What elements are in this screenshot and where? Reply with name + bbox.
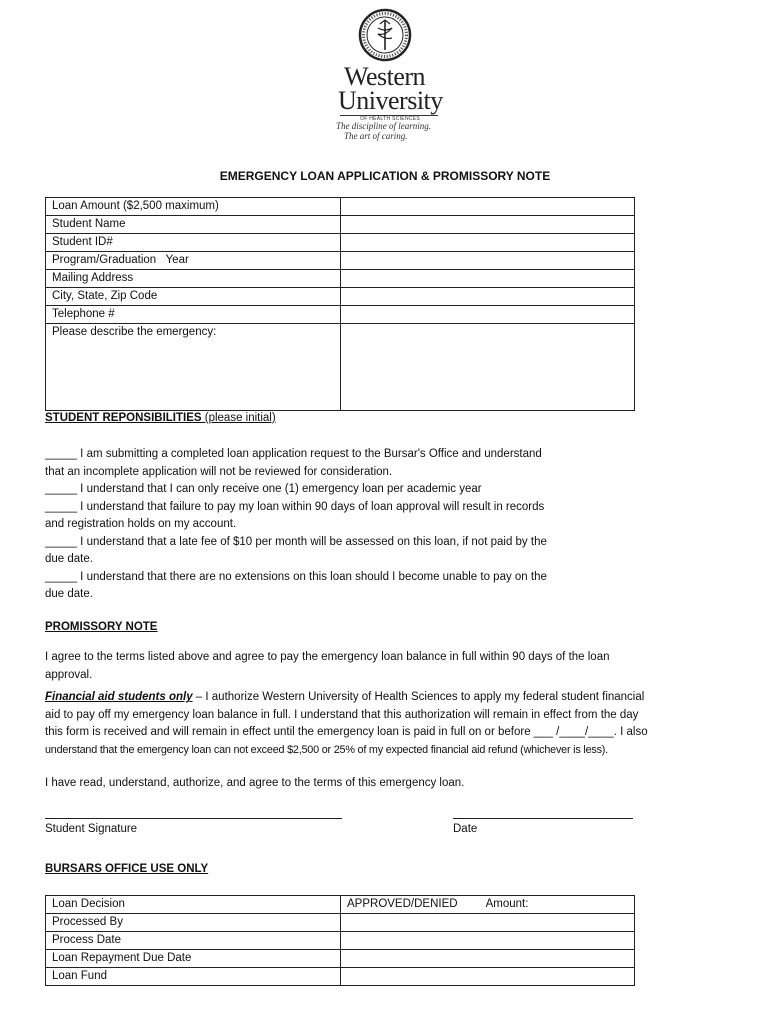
logo-tagline-2: The art of caring. [344, 131, 408, 141]
logo-wordmark-line1: Western [344, 62, 426, 91]
program-year-field[interactable] [341, 252, 635, 270]
responsibilities-heading-text: STUDENT REPONSIBILITIES [45, 412, 202, 424]
promissory-agreement [45, 649, 725, 684]
field-label: Telephone # [46, 306, 341, 324]
table-row [46, 896, 635, 914]
list-item: that an incomplete application will not be reviewed for consideration. [45, 465, 393, 478]
agreement-line: approval. [45, 668, 93, 681]
list-item: _____ I understand that there are no extensions on this loan should I become unable to pay on the [45, 570, 547, 583]
list-item: _____ I am submitting a completed loan application request to the Bursar's Office and understand [45, 448, 542, 460]
mailing-address-field[interactable] [341, 270, 635, 288]
amount-label: Amount: [485, 898, 529, 910]
list-item: and registration holds on my account. [45, 518, 237, 530]
university-seal-icon [300, 8, 470, 68]
table-row [46, 288, 635, 306]
logo-subtitle: OF HEALTH SCIENCES [360, 116, 421, 122]
field-label: Please describe the emergency: [46, 324, 341, 411]
loan-fund-field[interactable] [341, 968, 635, 986]
process-date-field[interactable] [341, 932, 635, 950]
loan-decision-cell[interactable] [341, 896, 635, 914]
telephone-field[interactable] [341, 306, 635, 324]
office-field-label: Processed By [46, 914, 341, 932]
decision-value: APPROVED/DENIED [347, 898, 458, 910]
responsibilities-list [45, 446, 725, 604]
financial-aid-text: aid to pay off my emergency loan balance in full. I understand that this authorization will remain in effect from the day [45, 708, 639, 721]
office-use-table [45, 895, 635, 986]
table-row [46, 932, 635, 950]
office-field-label: Process Date [46, 932, 341, 950]
emergency-description-field[interactable] [341, 324, 635, 411]
table-row [46, 198, 635, 216]
office-field-label: Loan Repayment Due Date [46, 950, 341, 968]
financial-aid-text: this form is received and will remain in effect until the emergency loan is paid in full on or before ___ /____/____. I also [45, 726, 648, 738]
list-item: due date. [45, 588, 93, 600]
table-row [46, 306, 635, 324]
document-title: EMERGENCY LOAN APPLICATION & PROMISSORY NOTE [219, 169, 551, 183]
field-label: Student ID# [46, 234, 341, 252]
city-state-zip-field[interactable] [341, 288, 635, 306]
university-logo [300, 8, 470, 146]
applicant-info-table [45, 197, 635, 411]
table-row [46, 324, 635, 411]
list-item: _____ I understand that a late fee of $10 per month will be assessed on this loan, if not paid by the [45, 535, 547, 548]
list-item: _____ I understand that I can only receive one (1) emergency loan per academic year [45, 483, 482, 495]
table-row [46, 234, 635, 252]
table-row [46, 968, 635, 986]
final-agreement: I have read, understand, authorize, and agree to the terms of this emergency loan. [45, 777, 465, 789]
financial-aid-authorization [45, 689, 725, 759]
table-row [46, 216, 635, 234]
list-item: due date. [45, 553, 93, 565]
logo-wordmark-line2: University [338, 86, 443, 115]
field-label: Program/Graduation Year [46, 252, 341, 270]
responsibilities-heading-note: (please initial) [201, 412, 276, 424]
student-name-field[interactable] [341, 216, 635, 234]
promissory-heading: PROMISSORY NOTE [45, 621, 158, 633]
table-row [46, 950, 635, 968]
table-row [46, 914, 635, 932]
office-field-label: Loan Fund [46, 968, 341, 986]
office-use-heading: BURSARS OFFICE USE ONLY [45, 863, 209, 875]
student-signature-line[interactable] [45, 818, 342, 819]
office-field-label: Loan Decision [46, 896, 341, 914]
responsibilities-heading [45, 412, 276, 424]
financial-aid-label: Financial aid students only [45, 691, 193, 703]
field-label: Student Name [46, 216, 341, 234]
repayment-due-date-field[interactable] [341, 950, 635, 968]
student-id-field[interactable] [341, 234, 635, 252]
field-label: City, State, Zip Code [46, 288, 341, 306]
financial-aid-text: understand that the emergency loan can not exceed $2,500 or 25% of my expected financial aid refund (whichever is less). [45, 743, 608, 756]
student-signature-label: Student Signature [45, 823, 138, 835]
table-row [46, 252, 635, 270]
field-label: Loan Amount ($2,500 maximum) [46, 198, 341, 216]
processed-by-field[interactable] [341, 914, 635, 932]
list-item: _____ I understand that failure to pay my loan within 90 days of loan approval will result in records [45, 500, 545, 513]
logo-tagline-1: The discipline of learning. [336, 121, 431, 131]
date-line[interactable] [453, 818, 633, 819]
date-label: Date [453, 823, 478, 835]
financial-aid-text: – I authorize Western University of Health Sciences to apply my federal student financial [192, 691, 645, 703]
loan-amount-field[interactable] [341, 198, 635, 216]
field-label: Mailing Address [46, 270, 341, 288]
table-row [46, 270, 635, 288]
agreement-line: I agree to the terms listed above and agree to pay the emergency loan balance in full within 90 days of the loan [45, 651, 610, 663]
